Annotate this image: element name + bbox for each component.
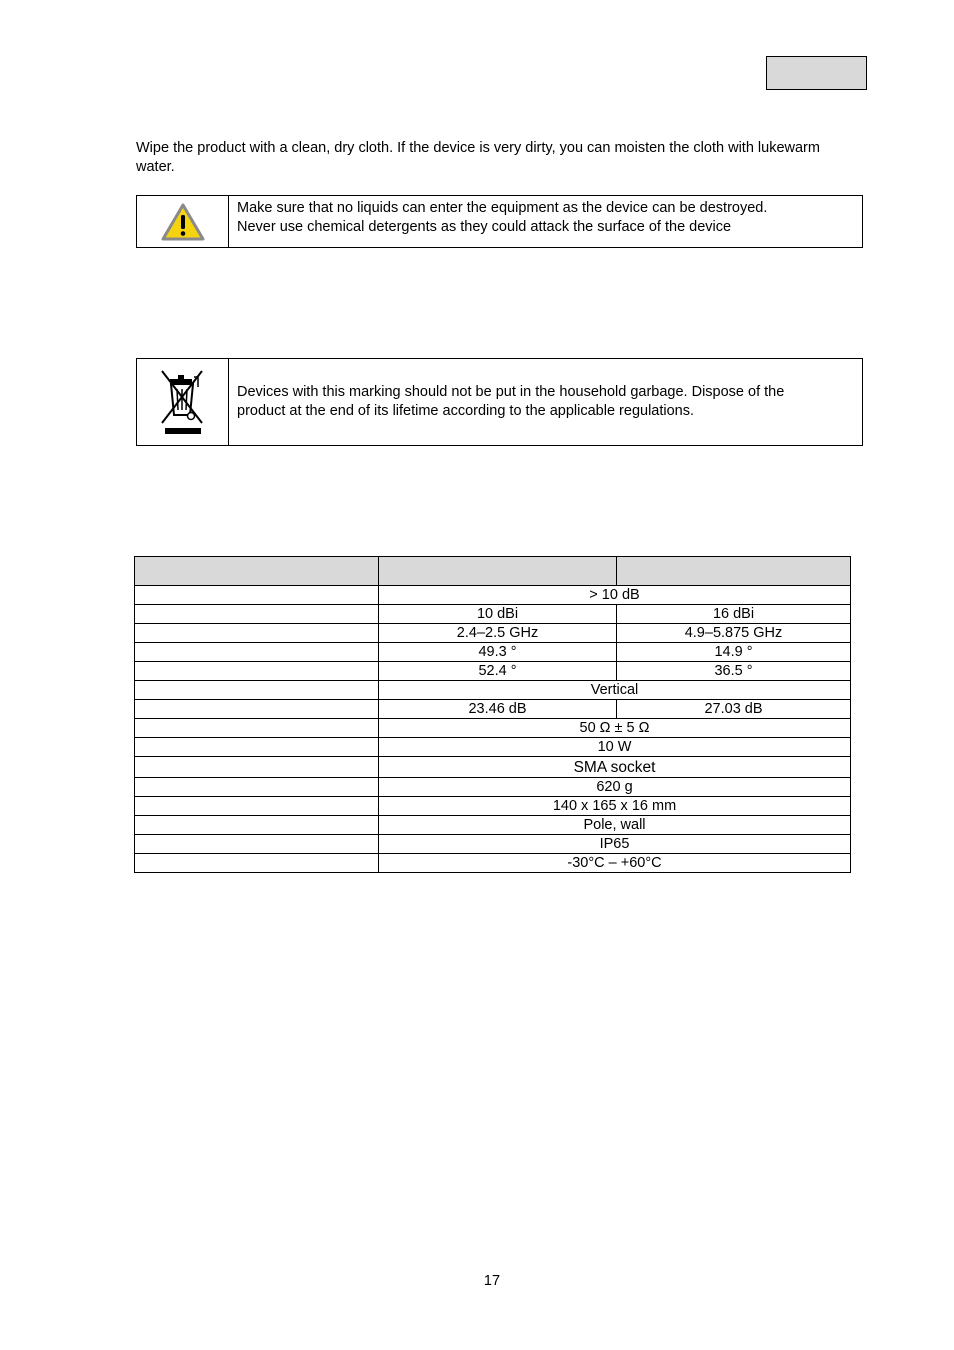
cell-value: 49.3 °	[379, 643, 617, 662]
cell-value: IP65	[379, 835, 851, 854]
row-label	[135, 757, 379, 778]
cell-value: > 10 dB	[379, 586, 851, 605]
cell-value: -30°C – +60°C	[379, 854, 851, 873]
table-row	[135, 816, 851, 835]
header-cell	[135, 557, 379, 586]
table-row	[135, 738, 851, 757]
cell-value: Vertical	[379, 681, 851, 700]
disposal-text-line1: Devices with this marking should not be put in the household garbage. Dispose of the	[237, 384, 785, 400]
disposal-notice	[136, 358, 863, 446]
row-label	[135, 738, 379, 757]
cell-value: SMA socket	[379, 757, 851, 778]
warning-triangle-icon	[137, 196, 229, 247]
cell-value: 14.9 °	[617, 643, 851, 662]
warning-notice	[136, 195, 863, 248]
crossed-out-wheelie-bin-icon	[137, 359, 229, 445]
row-label	[135, 643, 379, 662]
table-row	[135, 586, 851, 605]
header-cell	[379, 557, 617, 586]
warning-text-line2: Never use chemical detergents as they could attack the surface of the device	[237, 219, 732, 235]
row-label	[135, 719, 379, 738]
header-cell	[617, 557, 851, 586]
row-label	[135, 605, 379, 624]
cell-value: 52.4 °	[379, 662, 617, 681]
cell-value: 10 W	[379, 738, 851, 757]
cleaning-paragraph: Wipe the product with a clean, dry cloth. If the device is very dirty, you can moisten the cloth with lukewarm water.	[136, 140, 820, 175]
row-label	[135, 624, 379, 643]
cell-value: Pole, wall	[379, 816, 851, 835]
table-row	[135, 854, 851, 873]
table-row	[135, 719, 851, 738]
cell-value: 2.4–2.5 GHz	[379, 624, 617, 643]
cell-value: 620 g	[379, 778, 851, 797]
row-label	[135, 816, 379, 835]
cell-value: 10 dBi	[379, 605, 617, 624]
row-label	[135, 586, 379, 605]
row-label	[135, 681, 379, 700]
language-tab	[766, 56, 867, 90]
cell-value: 23.46 dB	[379, 700, 617, 719]
cell-value: 16 dBi	[617, 605, 851, 624]
table-row	[135, 662, 851, 681]
table-row	[135, 681, 851, 700]
table-header-row	[135, 557, 851, 586]
row-label	[135, 700, 379, 719]
table-row	[135, 835, 851, 854]
table-row	[135, 624, 851, 643]
row-label	[135, 797, 379, 816]
table-row	[135, 797, 851, 816]
cell-value: 140 x 165 x 16 mm	[379, 797, 851, 816]
row-label	[135, 778, 379, 797]
disposal-text-line2: product at the end of its lifetime according to the applicable regulations.	[237, 403, 695, 419]
row-label	[135, 854, 379, 873]
table-row	[135, 605, 851, 624]
table-row	[135, 700, 851, 719]
table-row	[135, 643, 851, 662]
row-label	[135, 662, 379, 681]
cell-value: 36.5 °	[617, 662, 851, 681]
warning-text-line1: Make sure that no liquids can enter the equipment as the device can be destroyed.	[237, 200, 768, 216]
table-row	[135, 757, 851, 778]
row-label	[135, 835, 379, 854]
cell-value: 4.9–5.875 GHz	[617, 624, 851, 643]
specifications-table	[134, 556, 851, 873]
cell-value: 50 Ω ± 5 Ω	[379, 719, 851, 738]
cell-value: 27.03 dB	[617, 700, 851, 719]
page-number: 17	[483, 1273, 501, 1289]
table-row	[135, 778, 851, 797]
